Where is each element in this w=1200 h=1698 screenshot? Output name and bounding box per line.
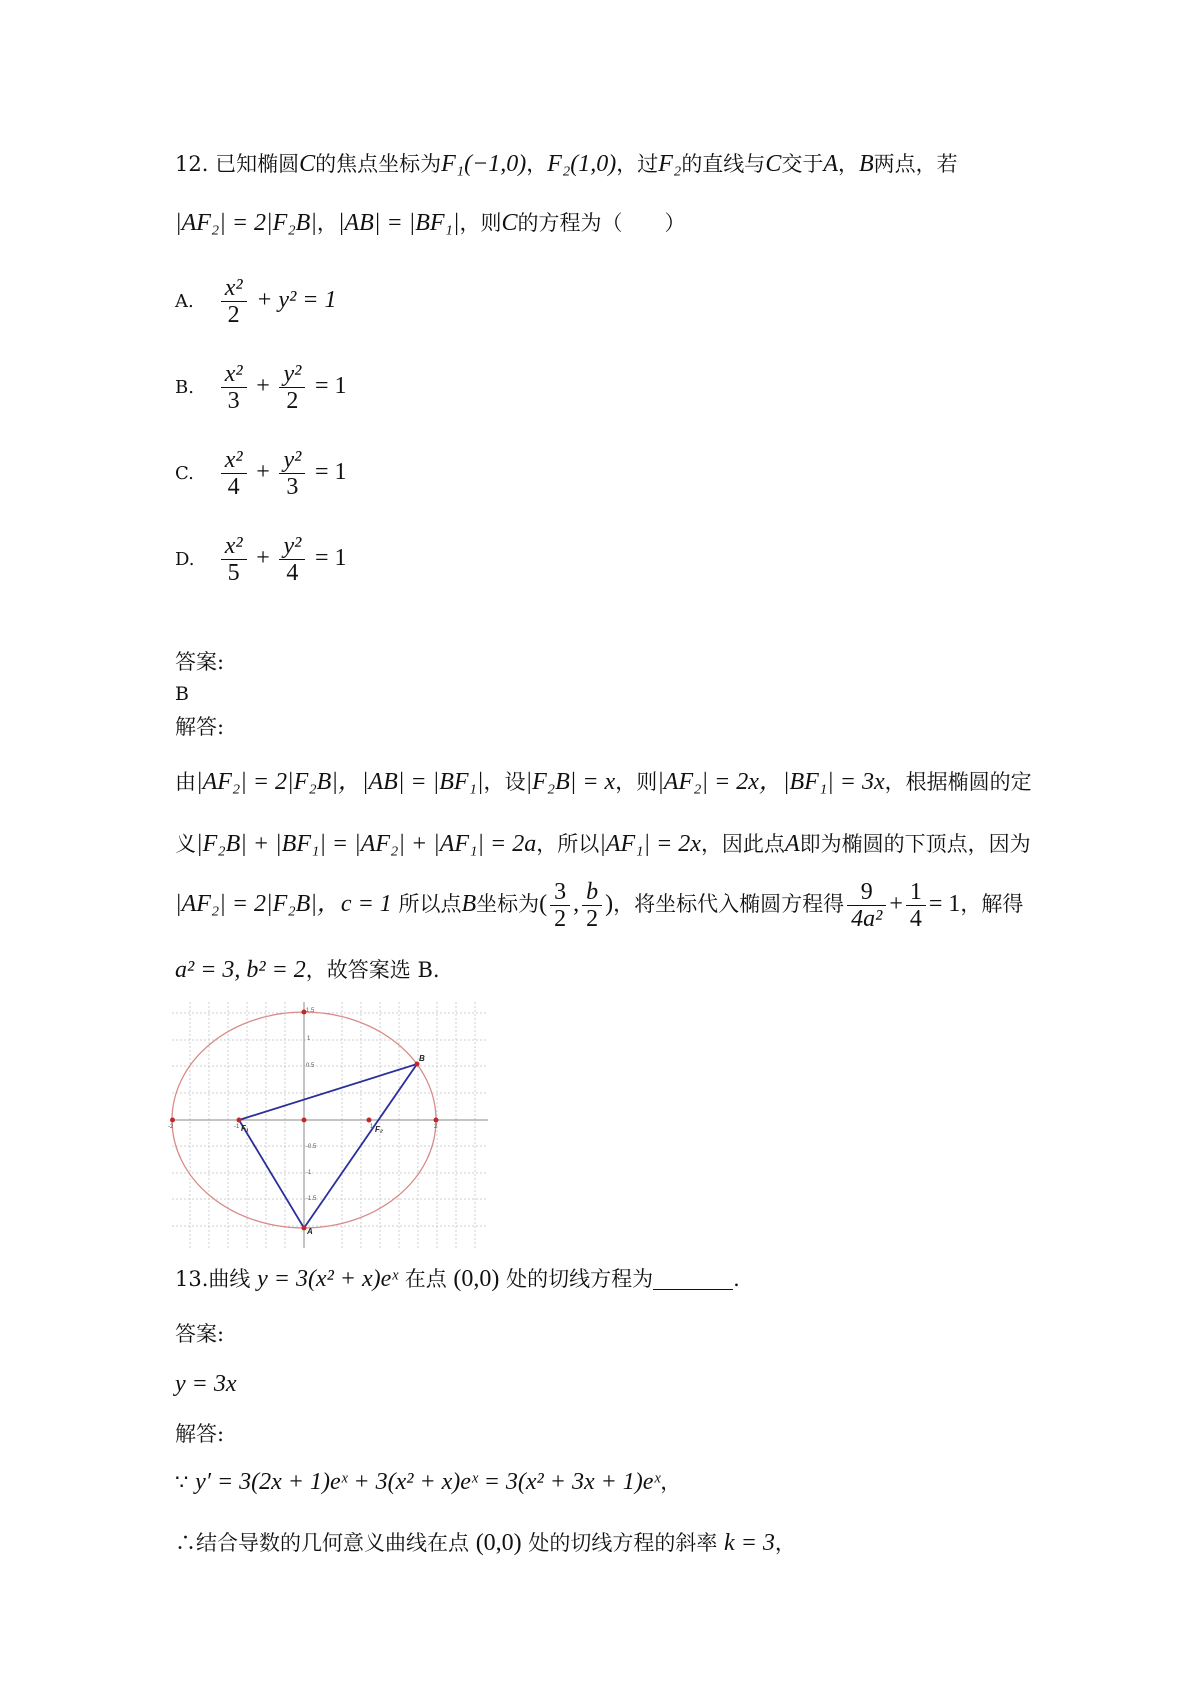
- solution-label: 解答:: [175, 715, 225, 739]
- math: C: [299, 151, 316, 177]
- q13-solution-line2: [175, 1526, 796, 1560]
- math: = 1: [315, 459, 347, 485]
- text: 所以点: [398, 892, 462, 916]
- option-c: C. $\frac{\text{x²}}{4}$ + $\frac{\text{y²}}{3}$ = 1: [175, 442, 347, 504]
- text: 曲线: [208, 1267, 251, 1291]
- fraction: $\frac{\text{x²}}{3}$: [221, 361, 247, 414]
- fraction: $\frac{1}{4}$: [906, 879, 926, 932]
- text: ，: [316, 211, 338, 235]
- math: (0,0): [453, 1266, 500, 1292]
- tick-label: 0.5: [306, 1063, 315, 1069]
- text: 的方程为（ ）: [517, 211, 686, 235]
- answer-value: [175, 1367, 237, 1401]
- math: B: [859, 151, 874, 177]
- tick-label: -1.5: [306, 1196, 317, 1202]
- text: ，故答案选 B.: [305, 958, 440, 982]
- point-label-f1: F₁: [241, 1124, 249, 1133]
- option-label: D.: [175, 549, 195, 570]
- text: 处的切线方程的斜率: [528, 1531, 718, 1555]
- solution-line4: [175, 953, 440, 987]
- tick-label: 1: [307, 1036, 311, 1042]
- answer-blank: [653, 1269, 733, 1290]
- text: ，则: [459, 211, 502, 235]
- text: ，所以: [536, 832, 600, 856]
- tick-label: -2: [168, 1124, 174, 1130]
- solution-line2: [175, 827, 1031, 861]
- tick-label: 2: [434, 1124, 438, 1130]
- solution-label: 解答:: [175, 1422, 225, 1446]
- answer-value: B: [175, 683, 189, 705]
- text: 的直线与: [681, 152, 766, 176]
- q13-line1: [175, 1262, 740, 1296]
- q12-line2: [175, 206, 686, 240]
- tick-label: 1.5: [306, 1008, 315, 1014]
- ellipse-figure: [168, 1002, 488, 1248]
- text: 交于: [781, 152, 824, 176]
- point-label-a: A: [307, 1227, 313, 1236]
- fraction: $\frac{\text{y²}}{4}$: [279, 533, 305, 586]
- math: k = 3: [724, 1530, 775, 1556]
- math: = 1: [315, 545, 347, 571]
- fraction: $\frac{\text{x²}}{4}$: [221, 447, 247, 500]
- math: y = 3x: [175, 1371, 237, 1397]
- option-label: B.: [175, 377, 194, 398]
- text: 坐标为: [476, 892, 540, 916]
- math: |AF₁| = 2x: [599, 831, 701, 857]
- option-a: [175, 270, 336, 332]
- math: (0,0): [475, 1530, 522, 1556]
- solution-line3: |AF₂| = 2|F₂B|，c = 1 所以点B坐标为( $\frac{3}{2}$ , $\frac{b}{2}$ )，将坐标代入椭圆方程得 $\frac{9}{\text{4a²}}$ + $\frac{1}{4}$ = 1，解得: [175, 879, 1024, 932]
- math: |F₂B| + |BF₁| = |AF₂| + |AF₁| = 2a: [196, 831, 537, 857]
- question-number: 13.: [175, 1267, 209, 1291]
- math: |AF₂| = 2|F₂B|，c = 1: [175, 891, 392, 917]
- fraction: $\frac{9}{\text{4a²}}$: [847, 879, 886, 932]
- text: ，设: [483, 770, 526, 794]
- fraction: $\frac{\text{x²}}{5}$: [221, 533, 247, 586]
- text: ，过: [616, 152, 659, 176]
- math: F₁(−1,0): [441, 151, 527, 177]
- text: 在点: [404, 1267, 447, 1291]
- math: |F₂B| = x: [525, 769, 616, 795]
- text: ，根据椭圆的定: [884, 770, 1032, 794]
- text: ，解得: [960, 892, 1024, 916]
- math: C: [501, 210, 518, 236]
- math: y′ = 3(2x + 1)eˣ + 3(x² + x)eˣ = 3(x² + 3x + 1)eˣ: [195, 1469, 661, 1495]
- text: ，: [838, 152, 859, 176]
- text: ，则: [615, 770, 658, 794]
- fraction: $\frac{\text{x²}}{2}$: [221, 275, 247, 328]
- math: y = 3(x² + x)eˣ: [257, 1266, 399, 1292]
- text: ，因此点: [700, 832, 785, 856]
- math: B: [461, 891, 477, 917]
- math: + y² = 1: [256, 287, 337, 313]
- option-d: D. $\frac{\text{x²}}{5}$ + $\frac{\text{y²}}{4}$ = 1: [175, 528, 347, 590]
- text: 两点，若: [873, 152, 958, 176]
- tick-label: -0.5: [306, 1144, 317, 1150]
- math: F₂(1,0): [547, 151, 617, 177]
- text: ，: [526, 152, 548, 176]
- fraction: $\frac{\text{y²}}{2}$: [279, 361, 305, 414]
- text: ∵: [175, 1470, 189, 1494]
- math: A: [823, 151, 838, 177]
- q13-solution-line1: [175, 1465, 681, 1499]
- question-number: 12.: [175, 152, 209, 176]
- text: ，: [660, 1470, 682, 1494]
- math: a² = 3, b² = 2: [175, 957, 306, 983]
- tick-label: -1: [234, 1124, 240, 1130]
- text: 的焦点坐标为: [315, 152, 442, 176]
- math: F₂: [658, 151, 682, 177]
- math: |AF₂| = 2|F₂B|: [175, 210, 317, 236]
- tick-label: 1: [370, 1124, 374, 1130]
- text: ，将坐标代入椭圆方程得: [613, 892, 845, 916]
- math: C: [765, 151, 782, 177]
- math: |AF₂| = 2|F₂B|，|AB| = |BF₁|: [196, 769, 484, 795]
- math: |AB| = |BF₁|: [337, 210, 460, 236]
- text: ，: [774, 1531, 796, 1555]
- answer-label: 答案:: [175, 1322, 225, 1346]
- text: 处的切线方程为: [506, 1267, 654, 1291]
- fraction: $\frac{3}{2}$: [550, 879, 570, 932]
- q12-line1: [175, 147, 958, 181]
- math: A: [784, 831, 800, 857]
- answer-label: 答案:: [175, 650, 225, 674]
- text: 义: [175, 832, 196, 856]
- fraction: $\frac{\text{y²}}{3}$: [279, 447, 305, 500]
- text: 由: [175, 770, 196, 794]
- math: = 1: [315, 373, 347, 399]
- point-label-f2: F₂: [375, 1125, 383, 1134]
- text: ∴结合导数的几何意义曲线在点: [175, 1531, 469, 1555]
- text: 即为椭圆的下顶点，因为: [799, 832, 1031, 856]
- option-label: C.: [175, 463, 194, 484]
- option-label: A.: [175, 291, 194, 312]
- fraction: $\frac{b}{2}$: [582, 879, 602, 932]
- option-b: B. $\frac{\text{x²}}{3}$ + $\frac{\text{y²}}{2}$ = 1: [175, 356, 347, 418]
- tick-label: -1: [306, 1170, 312, 1176]
- solution-line1: [175, 765, 1032, 799]
- point-label-b: B: [419, 1054, 425, 1063]
- math: |AF₂| = 2x，|BF₁| = 3x: [657, 769, 885, 795]
- text: .: [733, 1267, 740, 1291]
- text: 已知椭圆: [215, 152, 300, 176]
